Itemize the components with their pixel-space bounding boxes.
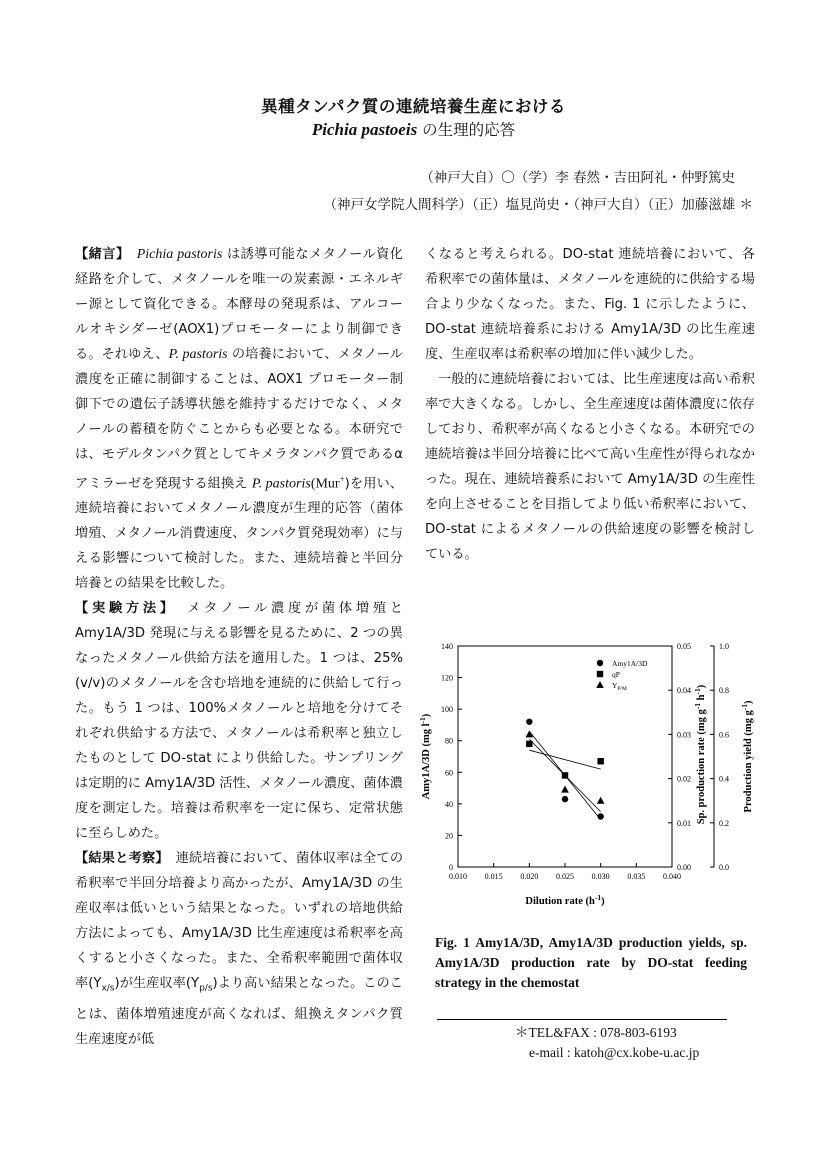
y-right2-tick-label: 0.6 [719, 730, 729, 740]
legend-entry: qP [612, 670, 620, 679]
chart-labels [418, 684, 754, 907]
species-italic: P. pastoris [168, 347, 228, 362]
fit-line [529, 750, 600, 769]
y-left-tick-label: 140 [441, 642, 453, 651]
legend-marker [597, 671, 603, 677]
y-left-axis-label [418, 713, 432, 799]
data-point [597, 813, 603, 819]
y-left-tick-label: 60 [445, 768, 453, 778]
y-right2-tick-label: 1.0 [719, 642, 729, 651]
y-right1-tick-label: 0.01 [677, 818, 691, 828]
methods-text: メタノール濃度が菌体増殖と Amy1A/3D 発現に与える影響を見るために、2 つの異なったメタノール供給方法を適用した。1 つは、25%(v/v)のメタノールを含む培地を連続的に供給して行った。もう 1 つは、100%メタノールと培地を分けてそれぞれ供給する方法で、メタノールは希釈率と独立したものとして DO-stat により供給した。サンプリングは定期的に Amy1A/3D 活性、メタノール濃度、菌体濃度を測定した。培養は希釈率を一定に保ち、定常状態に至らしめた。 [75, 601, 403, 842]
right-paragraph-2: 一般的に連続培養においては、比生産速度は高い希釈率で大きくなる。しかし、全生産速度は菌体濃度に依存しており、希釈率が高くなると小さくなる。本研究での連続培養は半回分培養に比べて高い生産性が得られなかった。現在、連続培養系において Amy1A/3D の生産性を向上させることを目指してより低い希釈率において、DO-stat によるメタノールの供給速度の影響を検討している。 [425, 372, 755, 562]
species-italic: P. pastoris [251, 476, 311, 492]
y-right1-axis-label-part: -1 [693, 702, 702, 710]
intro-paragraph [75, 242, 417, 596]
x-tick-label: 0.025 [556, 872, 574, 881]
legend-marker [597, 660, 603, 666]
plot-frame [458, 646, 672, 867]
x-tick-label: 0.010 [449, 872, 467, 881]
y-right2-axis-label-part: -1 [740, 704, 749, 711]
contact-info [515, 1023, 699, 1063]
methods-heading: 【実験方法】 [75, 601, 171, 617]
paper-title: 異種タンパク質の連続培養生産における [261, 97, 566, 116]
x-tick-label: 0.030 [591, 872, 610, 881]
species-name: Pichia pastoeis [311, 120, 418, 139]
subscript: x/s [101, 984, 115, 995]
subtitle-rest: の生理的応答 [417, 121, 516, 139]
paper-subtitle [0, 118, 827, 140]
legend-marker [596, 681, 604, 688]
data-point [562, 772, 568, 778]
y-right2-axis-label-part: Production yield (mg g [743, 710, 754, 813]
intro-text-1: は誘導可能なメタノール資化経路を介して、メタノールを唯一の炭素源・エネルギー源として資化できる。本酵母の発現系は、アルコールオキシダーゼ(AOX1)プロモーターにより制御できる。それゆえ、 [75, 247, 403, 362]
y-right1-tick-label: 0.02 [677, 774, 691, 784]
y-right1-tick-label: 0.04 [677, 686, 691, 696]
y-left-tick-label: 40 [445, 799, 453, 809]
results-text-1: 連続培養において、菌体収率は全ての希釈率で半回分培養より高かったが、Amy1A/3D の生産収率は低いという結果となった。いずれの培地供給方法によっても、Amy1A/3D 比生産速度は希釈率を高くすると小さくなった。また、全希釈率範囲で菌体収率(Y [75, 851, 404, 992]
figure-1-chart [412, 636, 772, 921]
y-right2-tick-label: 0.2 [719, 818, 729, 828]
methods-paragraph [75, 596, 403, 846]
y-right1-axis-label-part: Sp. production rate (mg g [696, 709, 707, 825]
data-point [526, 741, 532, 747]
y-right2-axis-label-part: ) [743, 700, 754, 705]
legend-subscript: P/M [617, 686, 627, 692]
data-point [597, 758, 603, 764]
right-paragraph-1: くなると考えられる。DO-stat 連続培養において、各希釈率での菌体量は、メタノールを連続的に供給する場合より少なくなった。また、Fig. 1 に示したように、DO-stat 連続培養系における Amy1A/3D の比生産速度、生産収率は希釈率の増加に伴い減少した。 [425, 247, 755, 362]
x-axis-label-part: ) [601, 896, 605, 907]
left-column [75, 242, 417, 1052]
y-right2-axis-label [740, 700, 754, 812]
y-left-tick-label: 120 [441, 673, 453, 683]
y-left-tick-label: 20 [445, 831, 453, 841]
y-right1-axis-label-part: -1 [693, 688, 702, 695]
superscript: + [339, 474, 345, 484]
data-point [562, 796, 568, 802]
results-text-2: )が生産収率(Y [114, 976, 200, 992]
y-left-tick-label: 80 [445, 736, 453, 746]
data-point [561, 786, 569, 793]
x-tick-label: 0.015 [484, 872, 503, 881]
data-point [526, 730, 534, 737]
authors-line-1: （神戸大自）〇（学）李 春然・吉田阿礼・仲野篤史 [420, 170, 735, 186]
y-right1-axis-label-part: ) [696, 684, 707, 689]
legend-entry: Amy1A/3D [612, 659, 648, 668]
x-tick-label: 0.040 [663, 872, 681, 881]
chart-marks [526, 719, 605, 820]
contact-tel: ＊TEL&FAX : 078-803-6193 [515, 1025, 677, 1040]
y-left-axis-label-part: ) [421, 713, 432, 718]
results-text-3: )より高い結果となった。このことは、菌体増殖速度が高くなれば、組換えタンパク質生産速度が低 [75, 976, 403, 1048]
chart-axes [441, 642, 729, 881]
x-axis-label-part: Dilution rate (h [525, 896, 595, 907]
y-right1-tick-label: 0.03 [677, 730, 691, 740]
y-left-axis-label-part: -1 [418, 717, 427, 724]
results-heading: 【結果と考察】 [75, 851, 163, 867]
y-right1-axis-label [693, 684, 707, 824]
y-left-tick-label: 0 [449, 863, 453, 872]
species-italic: Pichia pastoris [136, 247, 223, 262]
x-axis-label [525, 893, 605, 907]
y-right1-tick-label: 0.00 [677, 863, 691, 872]
x-tick-label: 0.035 [627, 872, 646, 881]
data-point [597, 797, 605, 804]
data-point [526, 719, 532, 725]
results-paragraph [75, 846, 403, 1052]
x-axis-label-part: -1 [594, 893, 602, 902]
y-right2-tick-label: 0.4 [719, 774, 729, 784]
right-column [425, 242, 755, 567]
intro-text-2: の培養において、メタノール濃度を正確に制御することは、AOX1 プロモーター制御下での遺伝子誘導状態を維持するだけでなく、メタノールの蓄積を防ぐことからも必要となる。本研究では、モデルタンパク質としてキメラタンパク質であるα アミラーゼを発現する組換え [75, 347, 417, 492]
y-right1-tick-label: 0.05 [677, 642, 691, 651]
y-right2-tick-label: 0.0 [719, 863, 729, 872]
footnote-rule [437, 1019, 727, 1020]
y-right2-tick-label: 0.8 [719, 686, 729, 696]
y-left-axis-label-part: Amy1A/3D (mg l [421, 723, 432, 800]
y-right1-axis-label-part: h [696, 694, 707, 703]
chart-legend [596, 659, 648, 692]
intro-text-3: (Mur [310, 476, 340, 492]
contact-email: e-mail : katoh@cx.kobe-u.ac.jp [529, 1045, 700, 1060]
y-left-tick-label: 100 [441, 705, 453, 715]
legend-entry: $Y_{P/M}$ [612, 681, 627, 692]
intro-text-4: )を用い、連続培養においてメタノール濃度が生理的応答（菌体増殖、メタノール消費速度、タンパク質発現効率）に与える影響について検討した。また、連続培養と半回分培養との結果を比較した。 [75, 476, 403, 592]
intro-heading: 【緒言】 [75, 247, 124, 262]
figure-caption: Fig. 1 Amy1A/3D, Amy1A/3D production yields, sp. Amy1A/3D production rate by DO-stat feeding strategy in the chemostat [435, 935, 747, 990]
x-tick-label: 0.020 [520, 872, 539, 881]
authors-line-2: （神戸女学院人間科学）（正）塩見尚史・（神戸大自）（正）加藤滋雄 ＊ [323, 197, 753, 213]
subscript: p/s [199, 984, 213, 995]
